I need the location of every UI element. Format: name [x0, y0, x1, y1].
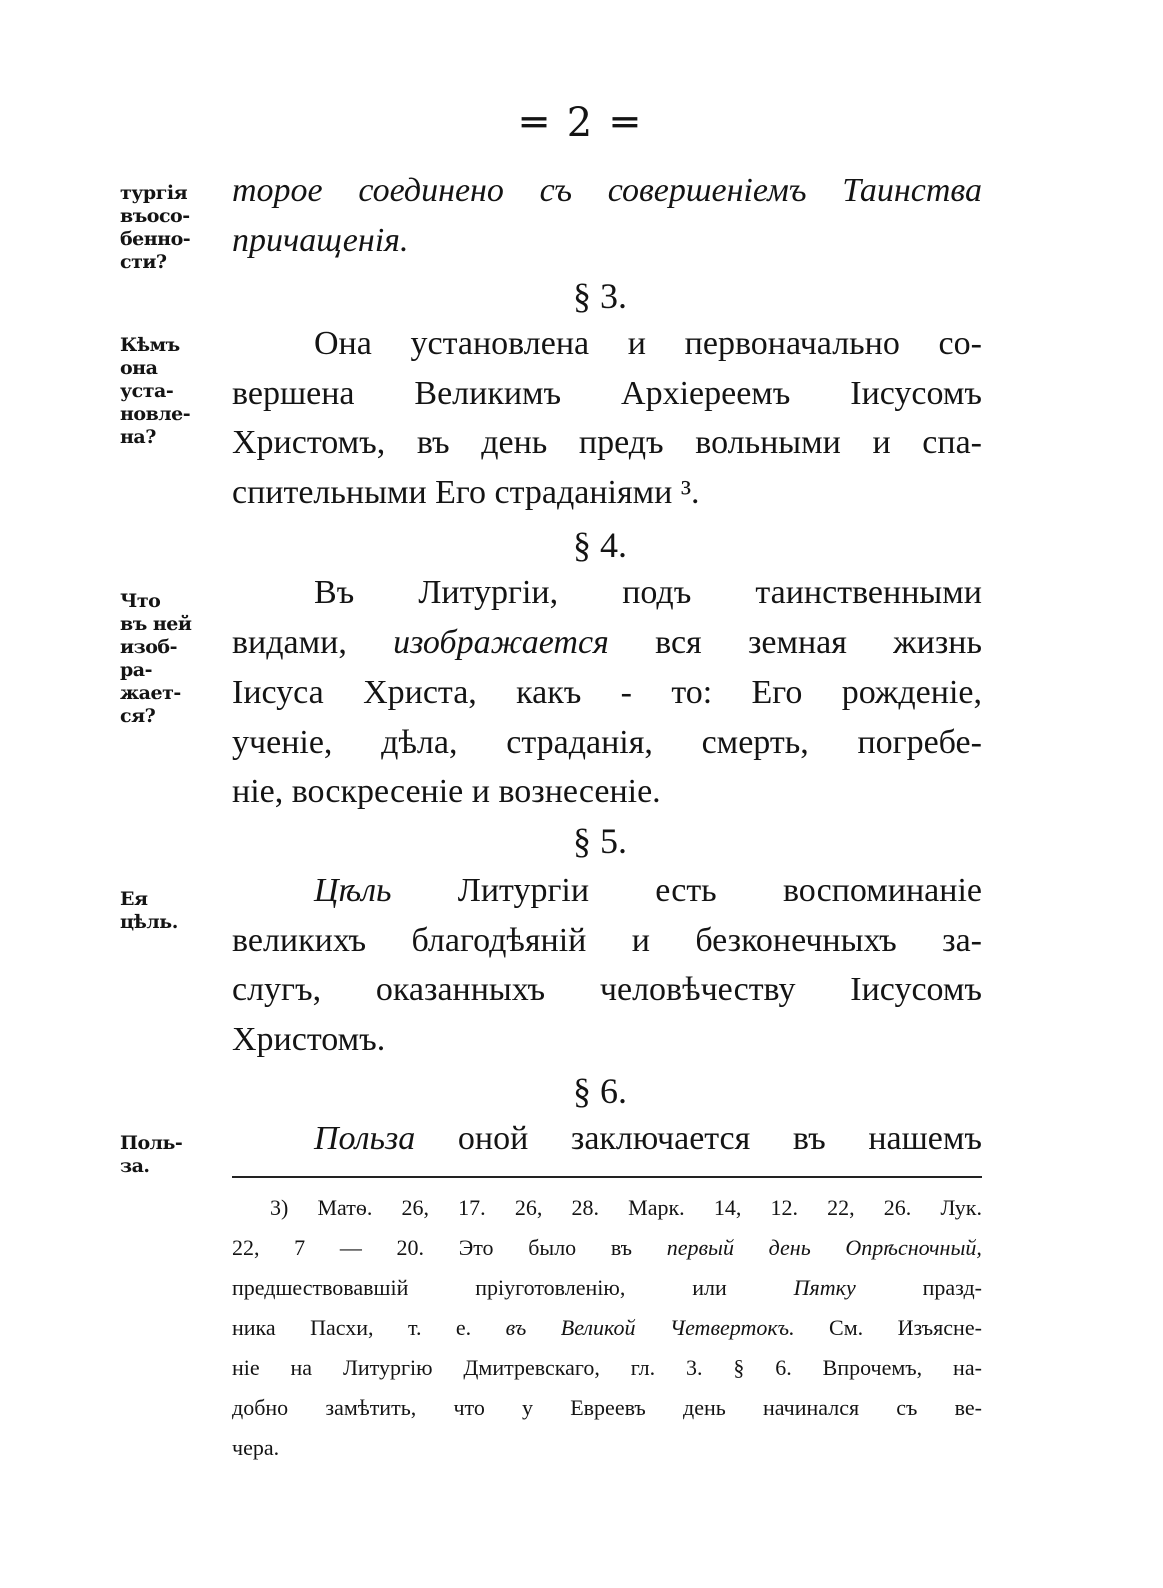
text-line: видами, изображается вся земная жизнь — [232, 624, 982, 661]
text-line: ніе, воскресеніе и вознесеніе. — [232, 773, 661, 810]
footnote-line: добно замѣтить, что у Евреевъ день начинался съ ве- — [232, 1395, 982, 1420]
text-line: Польза оной заключается въ нашемъ — [314, 1120, 982, 1157]
text-line: Христомъ, въ день предъ вольными и спа- — [232, 424, 982, 461]
section-heading-6: § 6. — [573, 1071, 627, 1111]
text-line: Цѣль Литургіи есть воспоминаніе — [314, 872, 982, 909]
margin-note-5: Поль- за. — [120, 1132, 183, 1177]
section-heading-4: § 4. — [573, 525, 627, 565]
text-line: спительными Его страданіями ³. — [232, 474, 700, 511]
text-line: Христомъ. — [232, 1021, 386, 1058]
text-line: вершена Великимъ Архіереемъ Іисусомъ — [232, 375, 982, 412]
text-line: причащенія. — [232, 222, 409, 259]
text-line: ученіе, дѣла, страданія, смерть, погребе- — [232, 724, 982, 761]
margin-note-4: Ея цѣль. — [120, 888, 178, 933]
text-line: торое соединено съ совершеніемъ Таинства — [232, 172, 982, 209]
footnote-line: предшествовавшій пріуготовленію, или Пятку празд- — [232, 1275, 982, 1300]
text-line: Въ Литургіи, подъ таинственными — [314, 574, 982, 611]
text-line: слугъ, оказанныхъ человѣчеству Іисусомъ — [232, 971, 982, 1008]
text-line: великихъ благодѣяній и безконечныхъ за- — [232, 922, 982, 959]
margin-note-1: тургія въосо- бенно- сти? — [120, 182, 191, 273]
footnote-line: чера. — [232, 1435, 280, 1460]
margin-note-2: Кѣмъ она уста- новле- на? — [120, 334, 191, 448]
footnote-line: ника Пасхи, т. е. въ Великой Четвертокъ. См. Изъясне- — [232, 1315, 982, 1340]
section-heading-3: § 3. — [573, 276, 627, 316]
footnote-line: 22, 7 — 20. Это было въ первый день Опрѣсночный, — [232, 1235, 982, 1260]
footnote-divider — [232, 1176, 982, 1178]
section-heading-5: § 5. — [573, 821, 627, 861]
page-number: ═ 2 ═ — [521, 100, 642, 146]
text-line: Іисуса Христа, какъ - то: Его рожденіе, — [232, 674, 982, 711]
margin-note-3: Что въ ней изоб- ра- жает- ся? — [120, 590, 192, 727]
footnote-line: ніе на Литургію Дмитревскаго, гл. 3. § 6. Впрочемъ, на- — [232, 1355, 982, 1380]
footnote-line: 3) Матѳ. 26, 17. 26, 28. Марк. 14, 12. 22, 26. Лук. — [270, 1195, 982, 1220]
text-line: Она установлена и первоначально со- — [314, 325, 982, 362]
